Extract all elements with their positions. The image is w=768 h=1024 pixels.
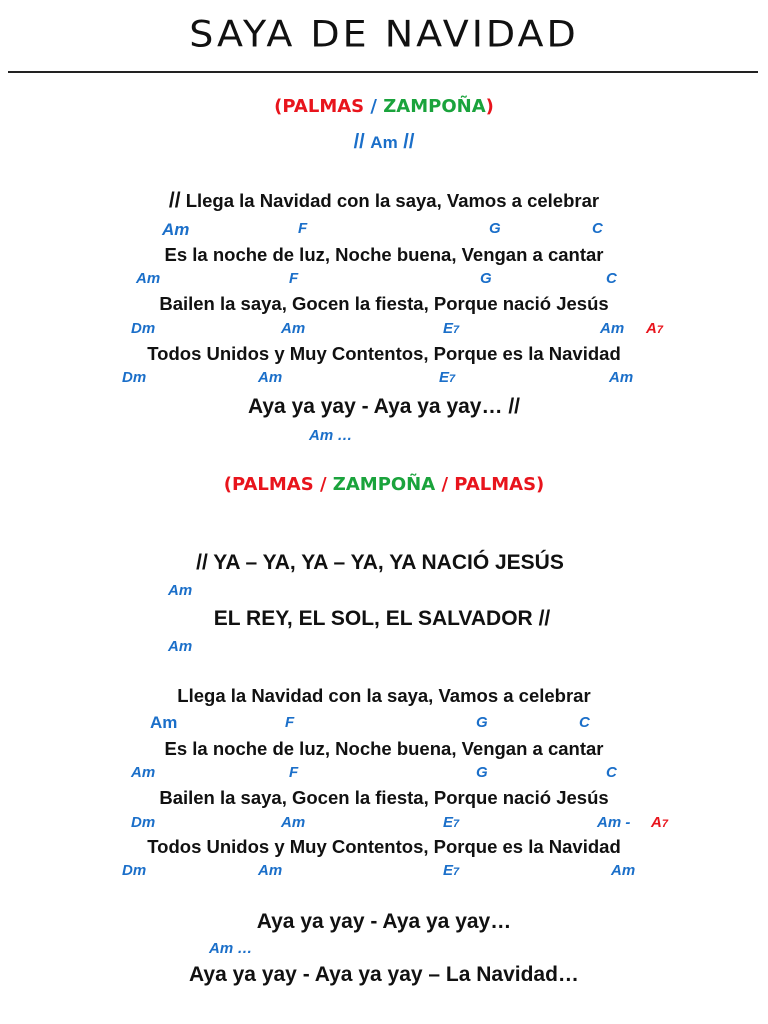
repeat-mark: // <box>168 189 181 212</box>
chord: G <box>489 220 501 237</box>
chord: Dm <box>131 320 156 337</box>
verse2-line4: Todos Unidos y Muy Contentos, Porque es la Navidad <box>147 836 621 857</box>
song-title: SAYA DE NAVIDAD <box>189 13 579 55</box>
verse2-line2: Es la noche de luz, Noche buena, Vengan a cantar <box>164 738 604 759</box>
repeat-mark: // <box>538 607 551 630</box>
lyric-text: YA – YA, YA – YA, YA NACIÓ JESÚS <box>207 551 564 574</box>
chord-ext: 7 <box>453 818 460 830</box>
lyric-text: EL REY, EL SOL, EL SALVADOR <box>213 607 539 630</box>
chord: C <box>606 270 617 287</box>
chord-root: E <box>439 369 450 386</box>
chord-ext: 7 <box>661 818 668 830</box>
chord: F <box>298 220 308 237</box>
palmas-label: PALMAS <box>231 474 314 495</box>
verse1-line5 <box>0 395 768 419</box>
chord-ext: 7 <box>453 866 460 878</box>
title-divider <box>8 71 758 73</box>
palmas-label: PALMAS <box>282 96 365 117</box>
paren-open: ( <box>223 474 232 495</box>
chord <box>651 814 668 831</box>
slash-separator: / <box>313 474 333 495</box>
chord: Dm <box>122 862 147 879</box>
repeat-close-mark: // <box>397 131 415 153</box>
chord: Am <box>611 862 636 879</box>
lyric-text: Aya ya yay - Aya ya yay… <box>247 395 509 418</box>
chord: Am <box>258 369 283 386</box>
intro-chord-line <box>0 131 768 154</box>
verse2-line3: Bailen la saya, Gocen la fiesta, Porque nació Jesús <box>159 787 609 808</box>
chord: C <box>592 220 603 237</box>
chord: Dm <box>131 814 156 831</box>
repeat-mark: // <box>508 395 520 418</box>
zampona-label: ZAMPOÑA <box>383 96 486 117</box>
chord: G <box>476 764 488 781</box>
verse2-line6: Aya ya yay - Aya ya yay – La Navidad… <box>189 963 579 986</box>
chord <box>646 320 663 337</box>
verse1-line3: Bailen la saya, Gocen la fiesta, Porque nació Jesús <box>159 293 609 314</box>
chord: F <box>289 764 299 781</box>
verse1-line4: Todos Unidos y Muy Contentos, Porque es la Navidad <box>147 343 621 364</box>
chord: Am <box>131 764 156 781</box>
chord-ext: 7 <box>453 324 460 336</box>
zampona-label: ZAMPOÑA <box>332 474 436 495</box>
palmas-label: PALMAS <box>454 474 537 495</box>
chorus-line2 <box>0 607 766 631</box>
repeat-open-mark: // <box>353 131 371 153</box>
chord: Am <box>600 320 625 337</box>
chord: Am <box>162 220 190 239</box>
chord: Am … <box>309 427 353 444</box>
verse1-line2: Es la noche de luz, Noche buena, Vengan a cantar <box>164 244 604 265</box>
chord: Am <box>281 814 306 831</box>
chord-root: E <box>443 814 454 831</box>
instrument-line-1 <box>0 96 768 117</box>
lyric-text: Llega la Navidad con la saya, Vamos a celebrar <box>180 190 600 211</box>
chord: Am <box>136 270 161 287</box>
chorus-line1 <box>0 551 764 575</box>
chord <box>443 862 459 879</box>
paren-close: ) <box>485 96 494 117</box>
chord: Am <box>168 582 193 599</box>
chord-root: A <box>651 814 662 831</box>
chord <box>443 320 459 337</box>
intro-chord: Am <box>370 133 398 152</box>
verse2-line5: Aya ya yay - Aya ya yay… <box>256 910 512 933</box>
chord <box>439 369 455 386</box>
slash-separator: / <box>364 96 384 117</box>
chord: Am <box>258 862 283 879</box>
paren-close: ) <box>536 474 545 495</box>
chord: Am <box>609 369 634 386</box>
verse1-line1 <box>0 189 768 213</box>
slash-separator: / <box>435 474 455 495</box>
chord-root: A <box>646 320 657 337</box>
chord: C <box>606 764 617 781</box>
chord-ext: 7 <box>449 373 456 385</box>
chord <box>443 814 459 831</box>
repeat-mark: // <box>196 551 208 574</box>
chord: Dm <box>122 369 147 386</box>
chord: G <box>476 714 488 731</box>
chord: G <box>480 270 492 287</box>
chord: F <box>285 714 295 731</box>
chord: Am - <box>597 814 631 831</box>
chord: F <box>289 270 299 287</box>
verse2-line1: Llega la Navidad con la saya, Vamos a celebrar <box>177 685 591 706</box>
instrument-line-2 <box>0 474 768 495</box>
chord-root: E <box>443 320 454 337</box>
chord: Am <box>168 638 193 655</box>
chord: Am <box>150 713 178 732</box>
chord: Am … <box>209 940 253 957</box>
paren-open: ( <box>274 96 283 117</box>
chord: Am <box>281 320 306 337</box>
chord-root: E <box>443 862 454 879</box>
chord-ext: 7 <box>656 324 663 336</box>
chord: C <box>579 714 590 731</box>
